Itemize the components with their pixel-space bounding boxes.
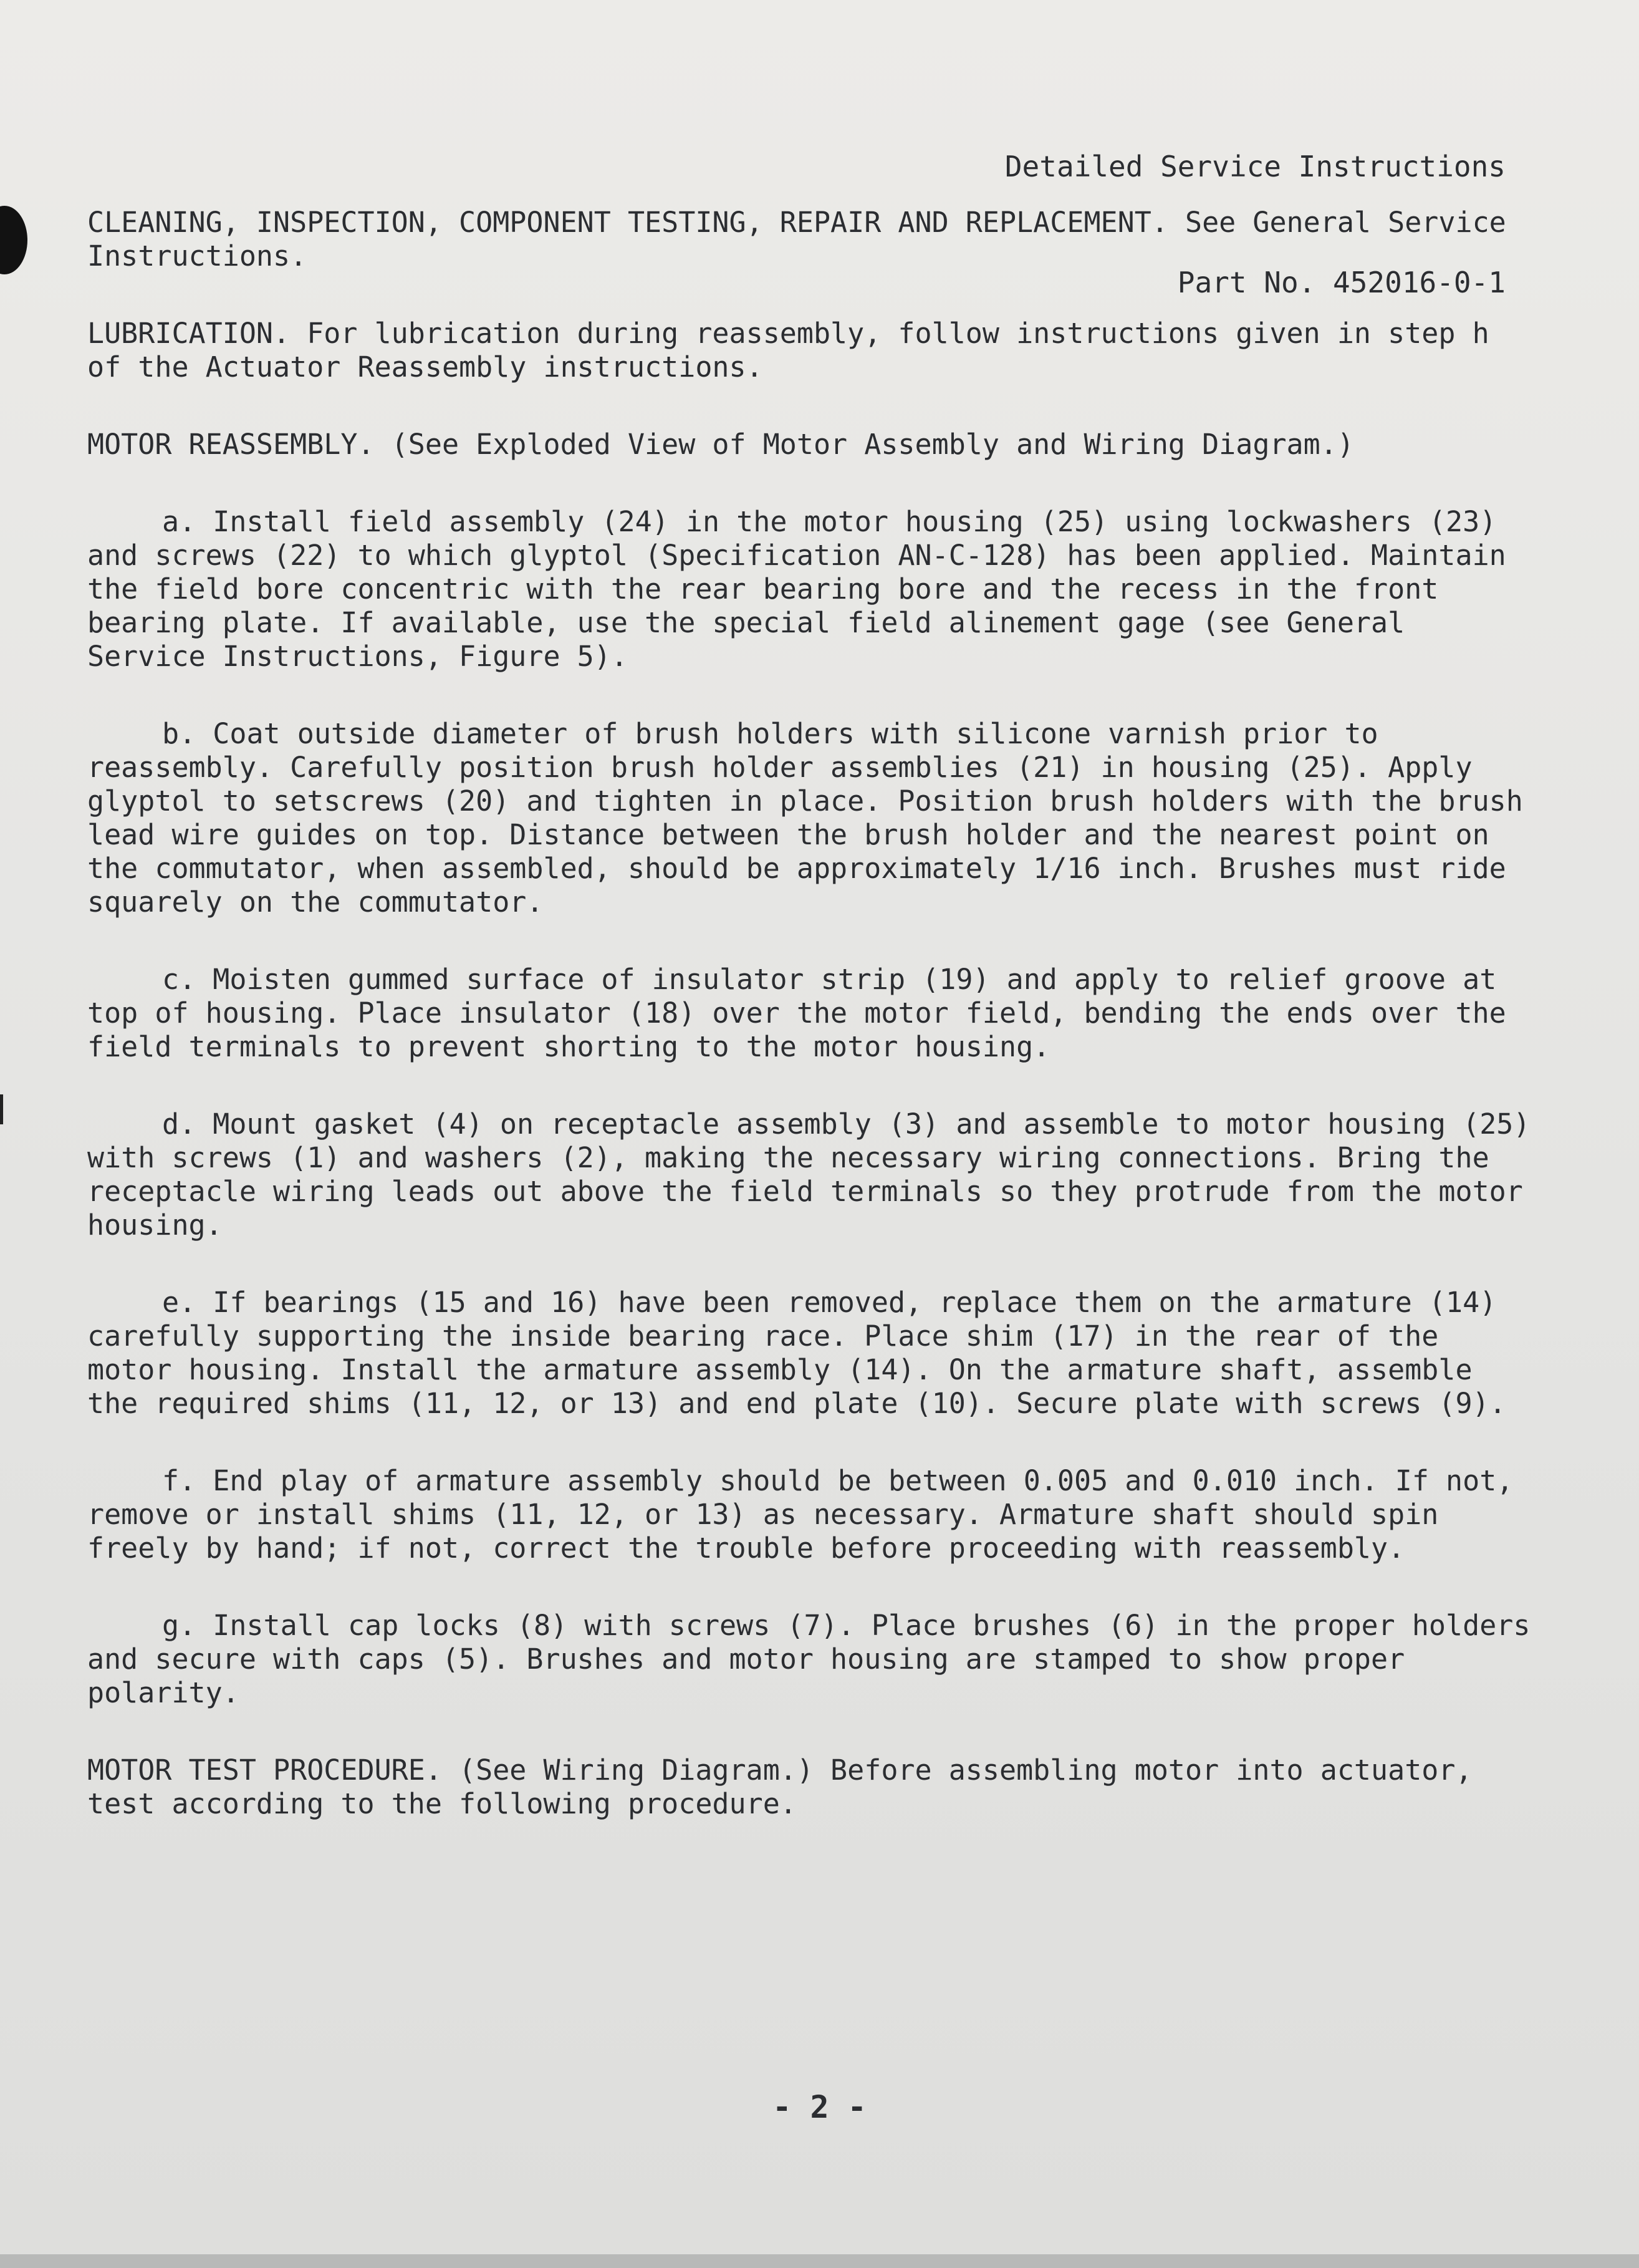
paragraph-lubrication: LUBRICATION. For lubrication during reassembly, follow instructions given in step h of the Actuator Reassembly instructions. xyxy=(87,317,1489,384)
header-part-number: Part No. 452016-0-1 xyxy=(1177,266,1506,299)
scan-bottom-edge xyxy=(0,2254,1639,2268)
step-b: b. Coat outside diameter of brush holders with silicone varnish prior to reassembly. Carefully position brush holder assemblies (21) in housing (25). Apply glyptol to setscrews (20) and tighten in place. Position brush holders with the brush lead wire guides on top. Distance between the brush holder and the nearest point on the commutator, when assembled, should be approximately 1/16 inch. Brushes must ride squarely on the commutator. xyxy=(87,717,1523,919)
paragraph-motor-reassembly: MOTOR REASSEMBLY. (See Exploded View of Motor Assembly and Wiring Diagram.) xyxy=(87,428,1354,461)
page-number: - 2 - xyxy=(772,2089,867,2125)
step-f: f. End play of armature assembly should be between 0.005 and 0.010 inch. If not, remove or install shims (11, 12, or 13) as necessary. Armature shaft should spin freely by hand; if not, correct the trouble before proceeding with reassembly. xyxy=(87,1464,1514,1565)
document-body xyxy=(87,206,1534,1865)
header-title: Detailed Service Instructions xyxy=(1004,150,1506,183)
step-c: c. Moisten gummed surface of insulator strip (19) and apply to relief groove at top of housing. Place insulator (18) over the motor field, bending the ends over the field terminals to prevent shorting to the motor housing. xyxy=(87,963,1506,1063)
step-g: g. Install cap locks (8) with screws (7). Place brushes (6) in the proper holders and secure with caps (5). Brushes and motor housing are stamped to show proper polarity. xyxy=(87,1609,1531,1709)
edge-mark xyxy=(0,1094,3,1124)
step-d: d. Mount gasket (4) on receptacle assembly (3) and assemble to motor housing (25) with screws (1) and washers (2), making the necessary wiring connections. Bring the receptacle wiring leads out above the field terminals so they protrude from the motor housing. xyxy=(87,1107,1531,1242)
paragraph-motor-test: MOTOR TEST PROCEDURE. (See Wiring Diagram.) Before assembling motor into actuator, test according to the following procedure. xyxy=(87,1754,1473,1820)
paragraph-cleaning: CLEANING, INSPECTION, COMPONENT TESTING, REPAIR AND REPLACEMENT. See General Service Instructions. xyxy=(87,206,1506,273)
punch-hole xyxy=(0,206,27,274)
step-e: e. If bearings (15 and 16) have been removed, replace them on the armature (14) carefully supporting the inside bearing race. Place shim (17) in the rear of the motor housing. Install the armature assembly (14). On the armature shaft, assemble the required shims (11, 12, or 13) and end plate (10). Secure plate with screws (9). xyxy=(87,1286,1506,1420)
step-a: a. Install field assembly (24) in the motor housing (25) using lockwashers (23) and screws (22) to which glyptol (Specification AN-C-128) has been applied. Maintain the field bore concentric with the rear bearing bore and the recess in the front bearing plate. If available, use the special field alinement gage (see General Service Instructions, Figure 5). xyxy=(87,505,1506,673)
